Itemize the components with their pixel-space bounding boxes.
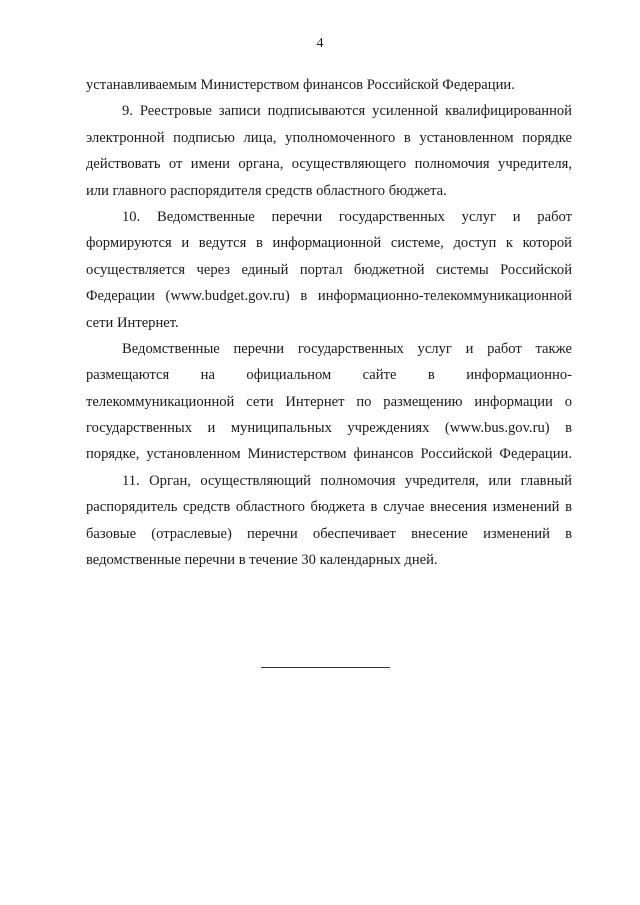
text-line: сети Интернет.: [86, 314, 179, 331]
text-line: ведомственные перечни в течение 30 календарных дней.: [86, 552, 438, 569]
text-line: телекоммуникационной сети Интернет по размещению информации о: [86, 393, 572, 410]
text-line: размещаются на официальном сайте в информационно-: [86, 367, 572, 384]
text-line: Ведомственные перечни государственных услуг и работ также: [122, 340, 572, 357]
text-line: формируются и ведутся в информационной системе, доступ к которой: [86, 235, 572, 252]
text-line: осуществляется через единый портал бюджетной системы Российской: [86, 261, 572, 278]
text-line: 11. Орган, осуществляющий полномочия учредителя, или главный: [122, 472, 572, 489]
text-line: Федерации (www.budget.gov.ru) в информационно-телекоммуникационной: [86, 288, 572, 305]
document-body: [86, 72, 572, 573]
end-separator-line: [261, 667, 390, 668]
text-line: государственных и муниципальных учреждениях (www.bus.gov.ru) в: [86, 420, 572, 437]
page-number: 4: [316, 36, 324, 51]
text-line: 9. Реестровые записи подписываются усиленной квалифицированной: [122, 103, 572, 120]
text-line: или главного распорядителя средств областного бюджета.: [86, 182, 447, 199]
text-line: электронной подписью лица, уполномоченного в установленном порядке: [86, 129, 572, 146]
text-line: устанавливаемым Министерством финансов Российской Федерации.: [86, 77, 515, 93]
text-line: базовые (отраслевые) перечни обеспечивает внесение изменений в: [86, 525, 572, 542]
text-line: распорядитель средств областного бюджета в случае внесения изменений в: [86, 499, 572, 516]
text-line: порядке, установленном Министерством финансов Российской Федерации.: [86, 446, 572, 463]
text-line: действовать от имени органа, осуществляющего полномочия учредителя,: [86, 156, 572, 173]
text-line: 10. Ведомственные перечни государственных услуг и работ: [122, 208, 572, 225]
